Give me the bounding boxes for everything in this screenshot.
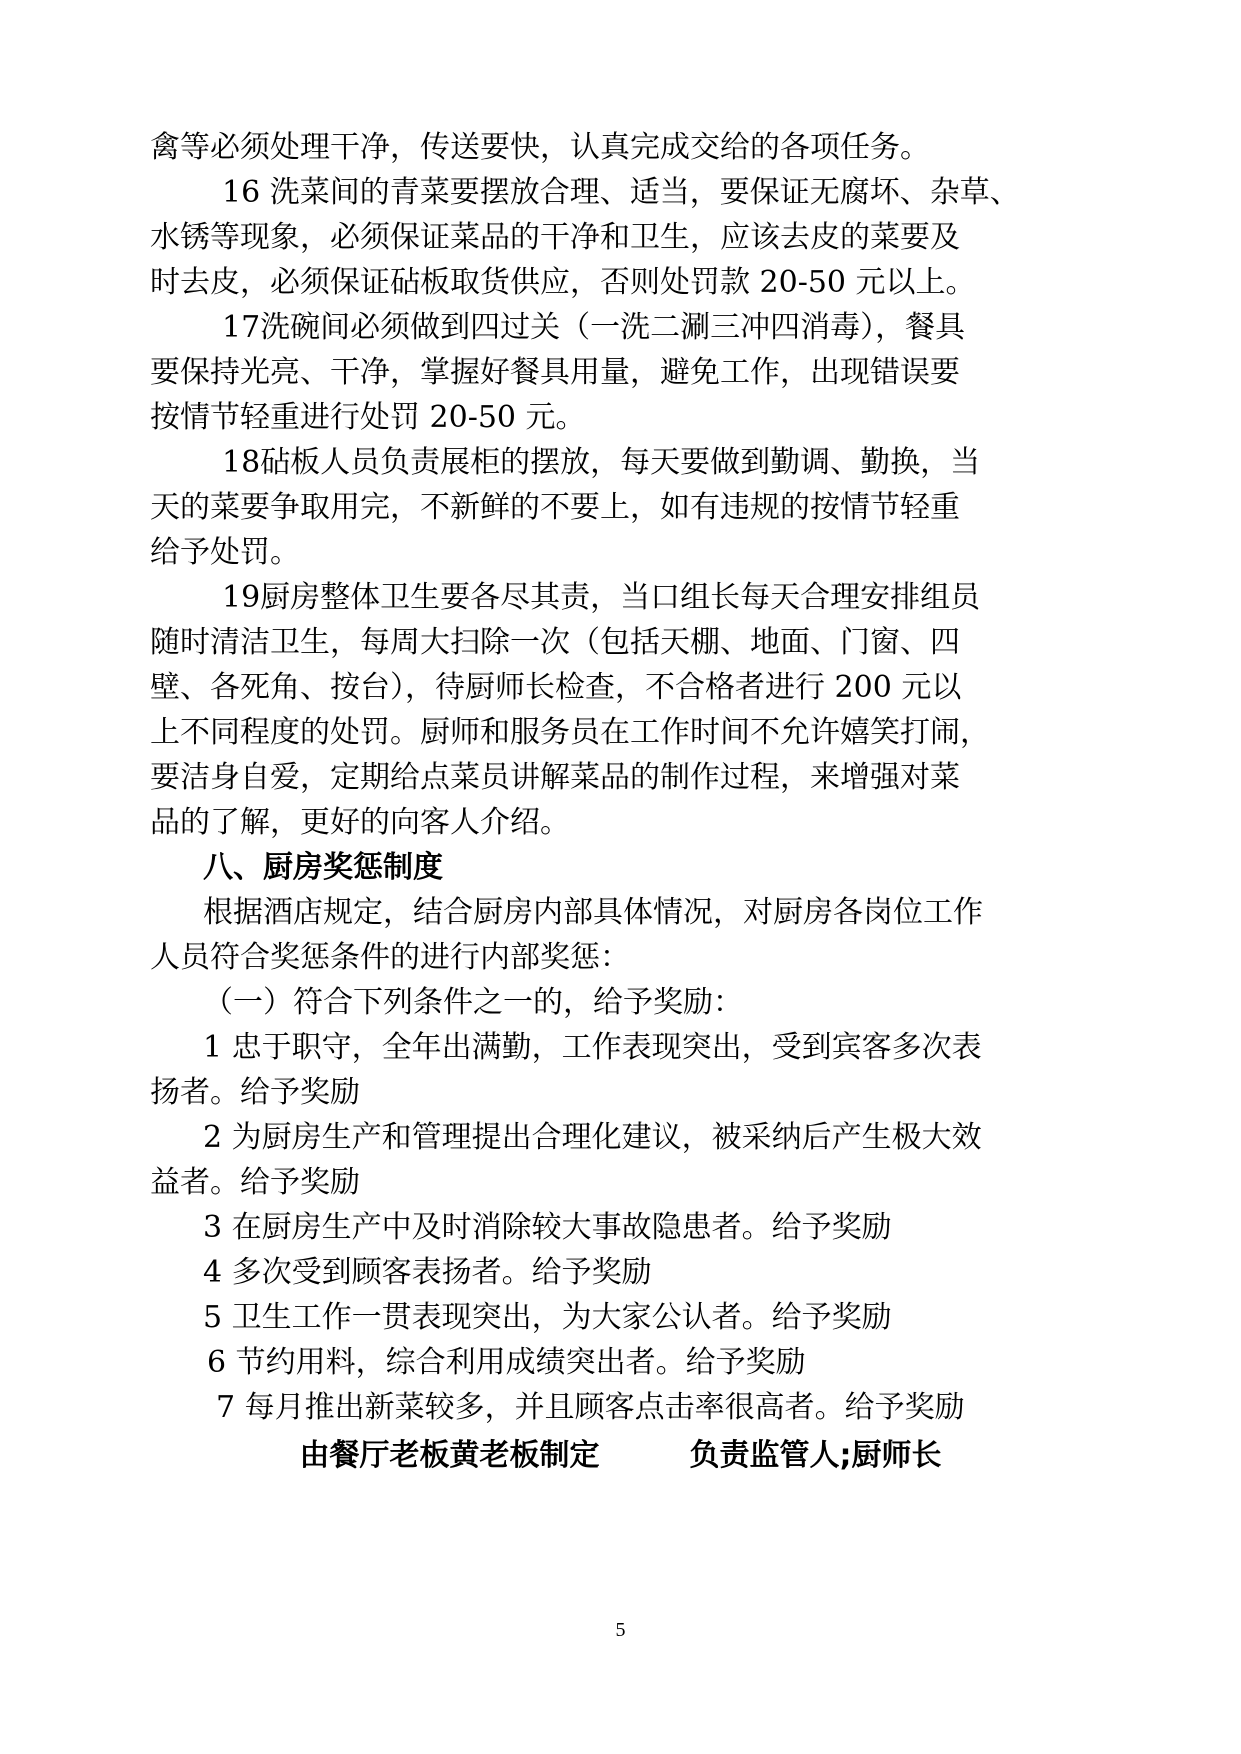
- text-line: 要洁身自爱，定期给点菜员讲解菜品的制作过程，来增强对菜: [150, 760, 960, 795]
- text-line: 19厨房整体卫生要各尽其责，当口组长每天合理安排组员: [222, 580, 981, 615]
- text-line: 上不同程度的处罚。厨师和服务员在工作时间不允许嬉笑打闹，: [150, 715, 990, 750]
- text-line: 1 忠于职守，全年出满勤，工作表现突出，受到宾客多次表: [203, 1030, 982, 1065]
- text-line: 7 每月推出新菜较多，并且顾客点击率很高者。给予奖励: [216, 1390, 965, 1425]
- text-line: 根据酒店规定，结合厨房内部具体情况，对厨房各岗位工作: [203, 895, 983, 930]
- text-line: （一）符合下列条件之一的，给予奖励：: [203, 985, 743, 1020]
- text-line: 随时清洁卫生，每周大扫除一次（包括天棚、地面、门窗、四: [150, 625, 960, 660]
- text-line: 水锈等现象，必须保证菜品的干净和卫生，应该去皮的菜要及: [150, 220, 960, 255]
- text-line: 时去皮，必须保证砧板取货供应，否则处罚款 20-50 元以上。: [150, 265, 976, 300]
- page-number: 5: [615, 1619, 626, 1641]
- text-line: 3 在厨房生产中及时消除较大事故隐患者。给予奖励: [203, 1210, 892, 1245]
- text-line: 2 为厨房生产和管理提出合理化建议，被采纳后产生极大效: [203, 1120, 982, 1155]
- text-line: 6 节约用料，综合利用成绩突出者。给予奖励: [207, 1345, 806, 1380]
- text-line: 扬者。给予奖励: [150, 1075, 360, 1110]
- text-line: 壁、各死角、按台），待厨师长检查，不合格者进行 200 元以: [150, 670, 962, 705]
- text-line: 4 多次受到顾客表扬者。给予奖励: [203, 1255, 652, 1290]
- text-line: 人员符合奖惩条件的进行内部奖惩：: [150, 940, 630, 975]
- section-heading: 八、厨房奖惩制度: [203, 850, 443, 885]
- text-line: 按情节轻重进行处罚 20-50 元。: [150, 400, 586, 435]
- text-line: 禽等必须处理干净，传送要快，认真完成交给的各项任务。: [150, 130, 930, 165]
- text-line: 18砧板人员负责展柜的摆放，每天要做到勤调、勤换，当: [222, 445, 981, 480]
- text-line: 17洗碗间必须做到四过关（一洗二涮三冲四消毒），餐具: [222, 310, 966, 345]
- text-line: 5 卫生工作一贯表现突出，为大家公认者。给予奖励: [203, 1300, 892, 1335]
- text-line: 天的菜要争取用完，不新鲜的不要上，如有违规的按情节轻重: [150, 490, 960, 525]
- text-line: 给予处罚。: [150, 535, 300, 570]
- text-line: 要保持光亮、干净，掌握好餐具用量，避免工作，出现错误要: [150, 355, 960, 390]
- text-line: 16 洗菜间的青菜要摆放合理、适当，要保证无腐坏、杂草、: [222, 175, 1020, 210]
- text-line: 品的了解，更好的向客人介绍。: [150, 805, 570, 840]
- text-line: 益者。给予奖励: [150, 1165, 360, 1200]
- document-footer: 由餐厅老板黄老板制定 负责监管人;厨师长: [299, 1438, 942, 1473]
